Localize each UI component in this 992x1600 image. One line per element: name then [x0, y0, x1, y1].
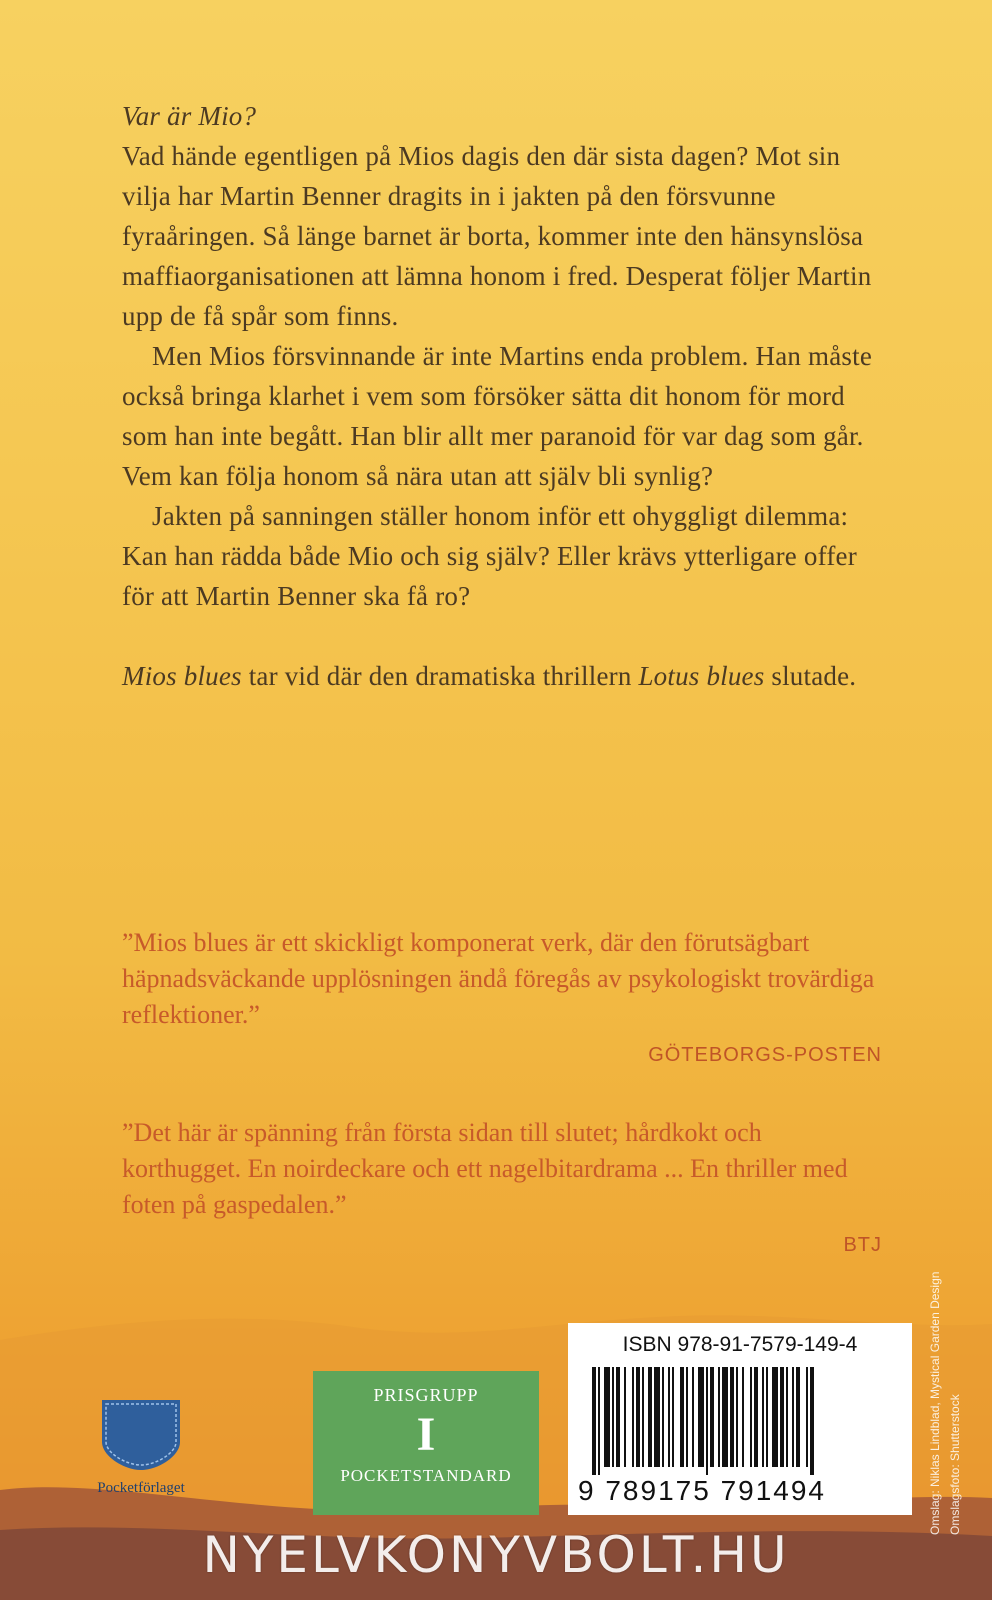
- barcode-bar: [772, 1367, 778, 1467]
- barcode-bar: [796, 1367, 800, 1467]
- barcode-bar: [642, 1367, 644, 1467]
- price-group-box: [313, 1371, 539, 1515]
- barcode-bar: [698, 1367, 704, 1467]
- review-quote-1: [122, 925, 882, 1073]
- barcode-digits: 9 789175 791494: [578, 1475, 826, 1506]
- barcode-bar: [692, 1367, 694, 1467]
- barcode-bar: [654, 1367, 660, 1467]
- review-quote-text: ”Det här är spänning från första sidan till slutet; hårdkokt och korthugget. En noirdeckare och ett nagelbitardrama ... En thriller med foten på gaspedalen.”: [122, 1118, 848, 1219]
- blurb-paragraph-2: Men Mios försvinnande är inte Martins enda problem. Han måste också bringa klarhet i vem som försöker sätta dit honom för mord som han inte begått. Han blir allt mer paranoid för var dag som går. Vem kan följa honom så nära utan att själv bli synlig?: [122, 341, 873, 491]
- barcode-bar: [710, 1367, 714, 1467]
- barcode-bar: [718, 1367, 720, 1467]
- barcode-bar: [806, 1367, 808, 1467]
- barcode-bar: [766, 1367, 768, 1467]
- isbn-label: ISBN 978-91-7579-149-4: [622, 1333, 858, 1356]
- barcode-bar: [632, 1367, 634, 1467]
- barcode-bar: [742, 1367, 744, 1467]
- barcode-bar: [730, 1367, 734, 1467]
- barcode-bar: [736, 1367, 738, 1467]
- barcode-bar: [780, 1367, 784, 1467]
- publisher-name: Pocketförlaget: [97, 1480, 185, 1496]
- review-quote-text: ”Mios blues är ett skickligt komponerat verk, där den förutsägbart häpnadsväckande upplösningen ändå föregås av psykologiskt trovärdiga reflektioner.”: [122, 928, 875, 1029]
- back-cover-blurb: [122, 96, 882, 696]
- barcode-bar: [604, 1367, 610, 1467]
- barcode-bar: [616, 1367, 620, 1467]
- barcode-bar: [668, 1367, 670, 1467]
- blurb-heading: Var är Mio?: [122, 101, 257, 131]
- barcode-bar: [680, 1367, 684, 1467]
- barcode-bar: [792, 1367, 794, 1467]
- series-title-1: Mios blues: [122, 661, 242, 691]
- review-quote-source: BTJ: [843, 1234, 882, 1256]
- barcode-bar: [592, 1367, 596, 1475]
- barcode-bar: [706, 1367, 708, 1475]
- barcode-bar: [786, 1367, 788, 1467]
- cover-credits: [920, 1125, 980, 1535]
- barcode-bar: [810, 1367, 814, 1475]
- barcode-bar: [598, 1367, 600, 1475]
- barcode-bar: [612, 1367, 614, 1467]
- price-group-label: PRISGRUPP: [373, 1385, 479, 1405]
- series-title-2: Lotus blues: [638, 661, 765, 691]
- barcode-bar: [648, 1367, 652, 1467]
- cover-photo-credit: Omslagsfoto: Shutterstock: [948, 1394, 962, 1535]
- publisher-logo: [74, 1398, 208, 1497]
- barcode-bar: [672, 1367, 674, 1467]
- pocket-icon: [98, 1398, 184, 1472]
- barcode-bar: [624, 1367, 626, 1467]
- barcode-bar: [636, 1367, 640, 1467]
- barcode-bar: [754, 1367, 758, 1467]
- blurb-series-note: Mios blues tar vid där den dramatiska thrillern Lotus blues slutade.: [122, 661, 857, 691]
- blurb-paragraph-1: Vad hände egentligen på Mios dagis den där sista dagen? Mot sin vilja har Martin Benner dragits in i jakten på den försvunne fyraåringen. Så länge barnet är borta, kommer inte den hänsynslösa maffiaorganisationen att lämna honom i fred. Desperat följer Martin upp de få spår som finns.: [122, 141, 872, 331]
- barcode-bar: [750, 1367, 752, 1467]
- barcode-bar: [722, 1367, 728, 1467]
- barcode-bar: [762, 1367, 764, 1467]
- cover-design-credit: Omslag: Niklas Lindblad, Mystical Garden Design: [928, 1271, 942, 1535]
- barcode-bars: [592, 1367, 892, 1475]
- barcode-bar: [662, 1367, 664, 1467]
- isbn-barcode: [568, 1323, 912, 1515]
- blurb-paragraph-3: Jakten på sanningen ställer honom inför ett ohyggligt dilemma: Kan han rädda både Mio och sig själv? Eller krävs ytterligare offer för att Martin Benner ska få ro?: [122, 501, 857, 611]
- watermark: NYELVKONYVBOLT.HU: [202, 1526, 790, 1584]
- price-group-value: I: [416, 1408, 436, 1461]
- review-quote-2: [122, 1115, 882, 1263]
- barcode-bar: [686, 1367, 688, 1467]
- review-quote-source: GÖTEBORGS-POSTEN: [648, 1044, 882, 1066]
- price-group-format: POCKETSTANDARD: [340, 1466, 512, 1485]
